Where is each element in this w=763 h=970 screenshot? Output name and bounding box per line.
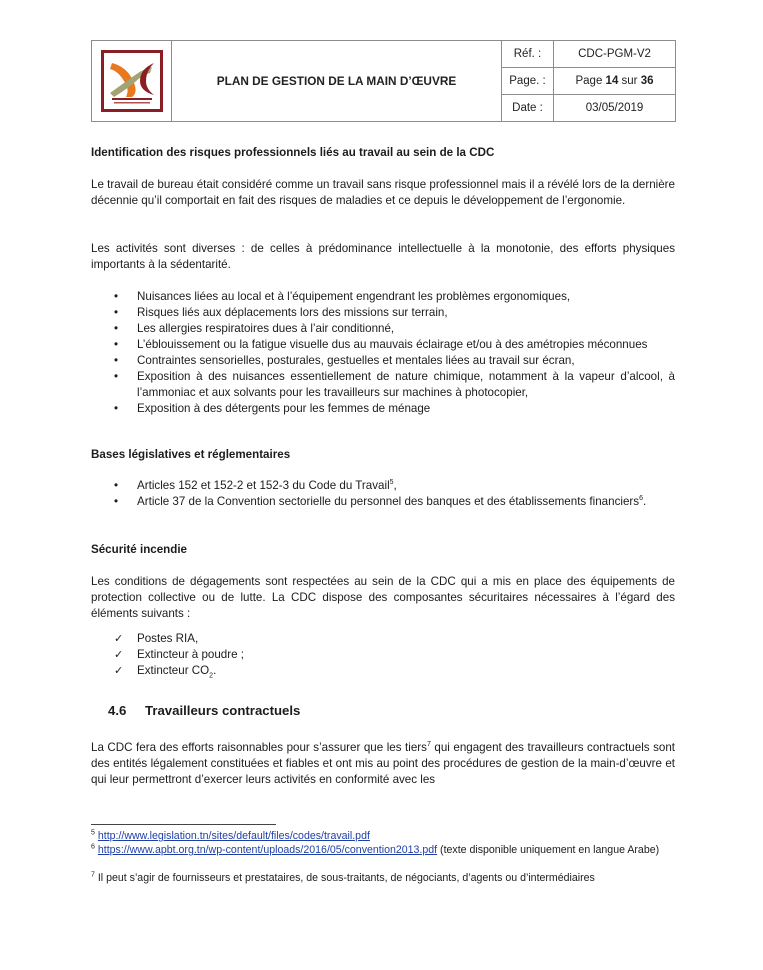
subscript: 2 bbox=[209, 672, 214, 680]
fire-equipment-list bbox=[91, 631, 675, 679]
list-item-text: Extincteur CO bbox=[137, 664, 210, 677]
list-item bbox=[91, 494, 675, 510]
list-item-text: Risques liés aux déplacements lors des missions sur terrain, bbox=[137, 306, 448, 319]
ref-value: CDC-PGM-V2 bbox=[554, 41, 676, 68]
section-heading-contract-workers bbox=[108, 703, 300, 718]
cdc-logo-icon bbox=[104, 53, 160, 109]
footnote-number: 6 bbox=[91, 843, 95, 851]
bullet-icon: • bbox=[114, 495, 119, 508]
footnote-7 bbox=[91, 871, 681, 885]
section-heading-fire-safety: Sécurité incendie bbox=[91, 543, 188, 556]
paragraph-office-work: Le travail de bureau était considéré comme un travail sans risque professionnel mais il a révélé lors de la dernière décennie qu’il comportait en fait des risques de maladies et ce depuis le développement de l’ergonomie. bbox=[91, 178, 675, 207]
legal-list bbox=[91, 478, 675, 510]
list-item-text: Contraintes sensorielles, posturales, gestuelles et mentales liées au travail sur écran, bbox=[137, 354, 575, 367]
checkmark-icon: ✓ bbox=[114, 633, 124, 645]
bullet-icon: • bbox=[114, 306, 119, 319]
footnote-ref-5[interactable]: 5 bbox=[389, 479, 394, 487]
section-title: Travailleurs contractuels bbox=[145, 703, 301, 718]
footnote-number: 5 bbox=[91, 829, 95, 837]
bullet-icon: • bbox=[114, 322, 119, 335]
footnote-text: (texte disponible uniquement en langue Arabe) bbox=[437, 844, 660, 856]
paragraph-activities: Les activités sont diverses : de celles à prédominance intellectuelle à la monotonie, des efforts physiques importants à la sédentarité. bbox=[91, 242, 675, 271]
list-item-text: Nuisances liées au local et à l’équipement engendrant les problèmes ergonomiques, bbox=[137, 290, 571, 303]
section-heading-risks: Identification des risques professionnels liés au travail au sein de la CDC bbox=[91, 146, 495, 159]
footnote-separator bbox=[91, 824, 276, 825]
bullet-icon: • bbox=[114, 290, 119, 303]
document-title: PLAN DE GESTION DE LA MAIN D’ŒUVRE bbox=[172, 41, 502, 122]
document-header-table bbox=[91, 40, 676, 122]
list-item-text: Les allergies respiratoires dues à l’air conditionné, bbox=[137, 322, 395, 335]
page-label: Page. : bbox=[502, 68, 554, 95]
bullet-icon: • bbox=[114, 479, 119, 492]
list-item bbox=[91, 663, 675, 679]
list-item-text: Extincteur à poudre ; bbox=[137, 648, 244, 661]
punctuation: . bbox=[642, 495, 647, 508]
list-item-text: Article 37 de la Convention sectorielle du personnel des banques et des établissements financiers bbox=[137, 495, 640, 508]
list-item-text: Exposition à des nuisances essentiellement de nature chimique, notamment à la vapeur d’alcool, à l’ammoniac et aux solvants pour les travailleurs sur machines à photocopier, bbox=[137, 370, 675, 399]
page-current: 14 bbox=[605, 75, 619, 87]
footnote-5 bbox=[91, 829, 681, 843]
list-item bbox=[91, 289, 675, 305]
punctuation: . bbox=[213, 664, 217, 677]
cdc-logo bbox=[101, 50, 163, 112]
list-item bbox=[91, 647, 675, 663]
list-item bbox=[91, 369, 675, 401]
date-label: Date : bbox=[502, 95, 554, 122]
checkmark-icon: ✓ bbox=[114, 649, 124, 661]
footnote-link-legislation[interactable]: http://www.legislation.tn/sites/default/files/codes/travail.pdf bbox=[97, 830, 370, 842]
checkmark-icon: ✓ bbox=[114, 665, 124, 677]
footnote-number: 7 bbox=[91, 871, 95, 879]
footnote-link-apbt[interactable]: https://www.apbt.org.tn/wp-content/uploads/2016/05/convention2013.pdf bbox=[97, 844, 438, 856]
section-heading-legal: Bases législatives et réglementaires bbox=[91, 448, 291, 461]
page-prefix: Page bbox=[575, 75, 606, 87]
list-item-text: Exposition à des détergents pour les femmes de ménage bbox=[137, 402, 431, 415]
date-value: 03/05/2019 bbox=[554, 95, 676, 122]
footnote-ref-6[interactable]: 6 bbox=[639, 495, 643, 503]
list-item bbox=[91, 337, 675, 353]
list-item-text: L’éblouissement ou la fatigue visuelle dus au mauvais éclairage et/ou à des amétropies méconnues bbox=[137, 338, 648, 351]
paragraph-fire-safety: Les conditions de dégagements sont respectées au sein de la CDC qui a mis en place des équipements de protection collective ou de lutte. La CDC dispose des composantes sécuritaires nécessaires à l’égard des éléments suivants : bbox=[91, 575, 675, 620]
list-item bbox=[91, 353, 675, 369]
punctuation: , bbox=[393, 479, 397, 492]
list-item-text: Postes RIA, bbox=[137, 632, 199, 645]
paragraph-text: La CDC fera des efforts raisonnables pour s’assurer que les tiers bbox=[91, 741, 427, 754]
section-number: 4.6 bbox=[108, 703, 127, 718]
logo-cell bbox=[92, 41, 172, 122]
list-item bbox=[91, 478, 675, 494]
list-item bbox=[91, 321, 675, 337]
bullet-icon: • bbox=[114, 354, 119, 367]
bullet-icon: • bbox=[114, 402, 119, 415]
footnote-text: Il peut s’agir de fournisseurs et prestataires, de sous-traitants, de négociants, d’agents ou d’intermédiaires bbox=[94, 872, 595, 884]
list-item bbox=[91, 401, 675, 417]
page-sep: sur bbox=[618, 75, 641, 87]
paragraph-text: qui engagent des travailleurs contractuels sont des entités légalement constituées et fiables et ont mis au point des procédures de gestion de la main-d’œuvre et qui leur permettront d’exercer leurs activités en conformité avec les bbox=[91, 741, 676, 786]
list-item bbox=[91, 631, 675, 647]
bullet-icon: • bbox=[114, 338, 119, 351]
bullet-icon: • bbox=[114, 370, 119, 383]
paragraph-contract-workers bbox=[91, 740, 675, 788]
page-total: 36 bbox=[640, 75, 654, 87]
list-item-text: Articles 152 et 152-2 et 152-3 du Code du Travail bbox=[137, 479, 390, 492]
list-item bbox=[91, 305, 675, 321]
footnote-ref-7[interactable]: 7 bbox=[426, 741, 431, 749]
page-number bbox=[554, 68, 676, 95]
footnote-6 bbox=[91, 843, 681, 857]
risks-list bbox=[91, 289, 675, 417]
ref-label: Réf. : bbox=[502, 41, 554, 68]
